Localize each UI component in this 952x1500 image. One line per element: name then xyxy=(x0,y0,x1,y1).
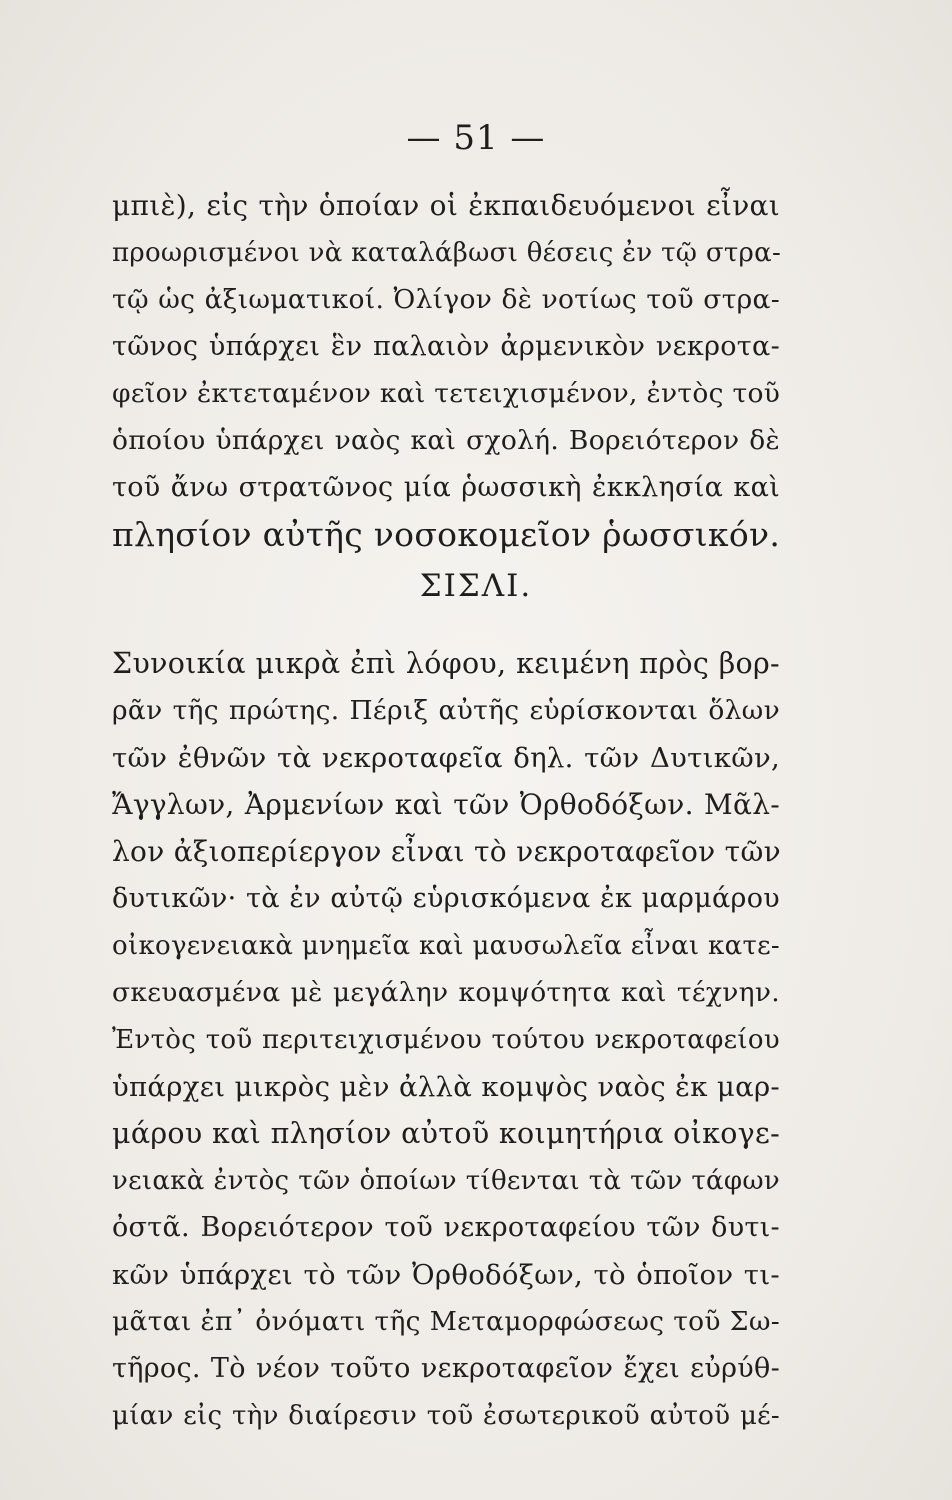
text-line: ρᾶν τῆς πρώτης. Πέριξ αὐτῆς εὑρίσκονται ὅλων xyxy=(112,695,780,726)
text-line: Ἄγγλων, Ἀρμενίων καὶ τῶν Ὀρθοδόξων. Μᾶλ- xyxy=(112,788,780,821)
text-line: λον ἀξιοπερίεργον εἶναι τὸ νεκροταφεῖον τῶν xyxy=(112,835,781,868)
text-line: τῶν ἐθνῶν τὰ νεκροταφεῖα δηλ. τῶν Δυτικῶν, xyxy=(112,742,780,774)
text-line: σκευασμένα μὲ μεγάλην κομψότητα καὶ τέχνην. xyxy=(112,977,780,1008)
page-number: — 51 — xyxy=(406,118,546,158)
section-heading: ΣΙΣΛΙ. xyxy=(419,568,533,604)
text-line: κῶν ὑπάρχει τὸ τῶν Ὀρθοδόξων, τὸ ὁποῖον τι- xyxy=(112,1259,780,1291)
text-line: φεῖον ἐκτεταμένον καὶ τετειχισμένον, ἐντὸς τοῦ xyxy=(112,378,781,409)
text-line: δυτικῶν· τὰ ἐν αὐτῷ εὑρισκόμενα ἐκ μαρμάρου xyxy=(112,883,780,914)
text-line: προωρισμένοι νὰ καταλάβωσι θέσεις ἐν τῷ στρα- xyxy=(112,238,782,268)
text-line: οἰκογενειακὰ μνημεῖα καὶ μαυσωλεῖα εἶναι κατε- xyxy=(112,931,780,961)
text-line: μίαν εἰς τὴν διαίρεσιν τοῦ ἐσωτερικοῦ αὐτοῦ μέ- xyxy=(112,1401,780,1431)
text-line: μᾶται ἐπ᾽ ὀνόματι τῆς Μεταμορφώσεως τοῦ Σω- xyxy=(112,1306,780,1337)
text-line: τοῦ ἄνω στρατῶνος μία ῥωσσικὴ ἐκκλησία καὶ xyxy=(112,472,780,503)
text-line: ὑπάρχει μικρὸς μὲν ἀλλὰ κομψὸς ναὸς ἐκ μαρ- xyxy=(112,1071,780,1103)
text-line: τῷ ὡς ἀξιωματικοί. Ὀλίγον δὲ νοτίως τοῦ στρα- xyxy=(112,284,780,315)
text-line: ὀστᾶ. Βορειότερον τοῦ νεκροταφείου τῶν δυτι- xyxy=(112,1212,780,1243)
text-line: τῶνος ὑπάρχει ἓν παλαιὸν ἀρμενικὸν νεκροτα- xyxy=(112,331,780,362)
text-line: τῆρος. Τὸ νέον τοῦτο νεκροταφεῖον ἔχει εὐρύθ- xyxy=(112,1353,780,1384)
text-line: Ἐντὸς τοῦ περιτειχισμένου τούτου νεκροταφείου xyxy=(112,1025,780,1055)
text-line: νειακὰ ἐντὸς τῶν ὁποίων τίθενται τὰ τῶν τάφων xyxy=(112,1166,780,1196)
text-line: Συνοικία μικρὰ ἐπὶ λόφου, κειμένη πρὸς βορ- xyxy=(112,647,780,680)
text-line: μάρου καὶ πλησίον αὐτοῦ κοιμητήρια οἰκογε- xyxy=(112,1117,780,1150)
text-line: μπιὲ), εἰς τὴν ὁποίαν οἱ ἐκπαιδευόμενοι εἶναι xyxy=(112,189,780,222)
text-line: πλησίον αὐτῆς νοσοκομεῖον ῥωσσικόν. xyxy=(112,515,781,554)
text-line: ὁποίου ὑπάρχει ναὸς καὶ σχολή. Βορειότερον δὲ xyxy=(112,425,780,456)
